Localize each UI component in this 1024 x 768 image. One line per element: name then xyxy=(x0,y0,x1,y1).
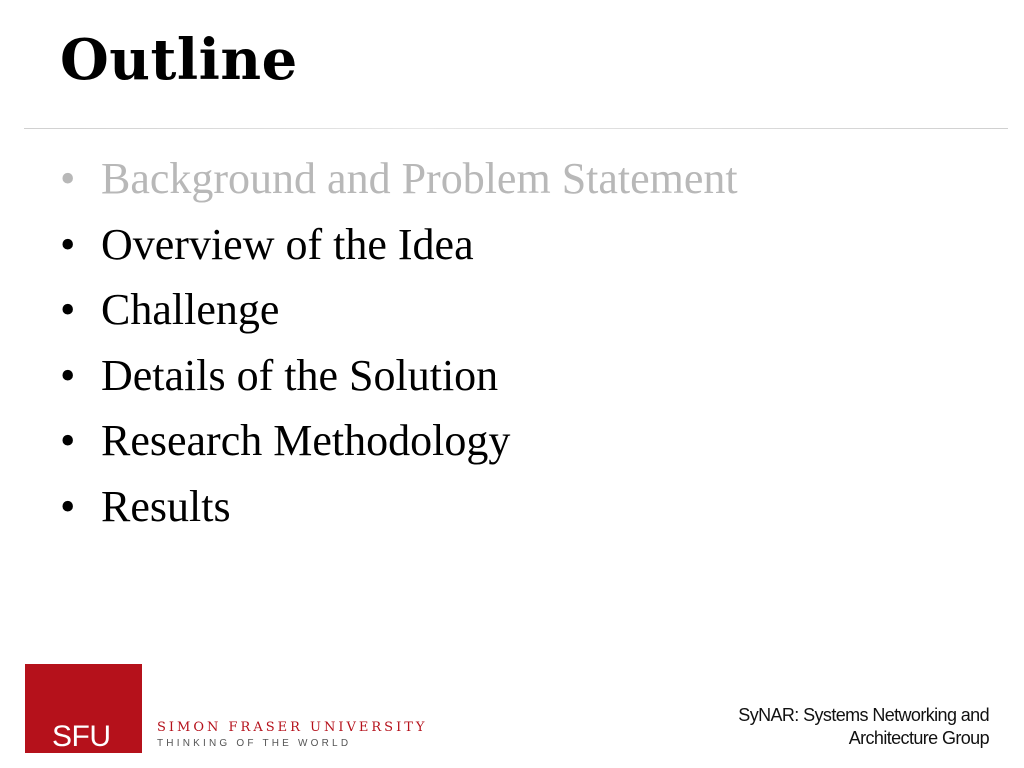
research-group-line-1: SyNAR: Systems Networking and xyxy=(738,705,989,725)
slide-title: Outline xyxy=(60,27,298,93)
bullet-icon: • xyxy=(60,219,76,269)
list-item-text: Results xyxy=(101,481,231,531)
bullet-icon: • xyxy=(60,416,76,465)
research-group-label xyxy=(738,704,989,750)
bullet-icon: • xyxy=(60,350,76,400)
outline-list xyxy=(60,152,738,545)
list-item xyxy=(60,283,738,349)
sfu-logo-text: SFU xyxy=(52,720,111,753)
bullet-icon: • xyxy=(60,481,76,531)
list-item xyxy=(60,414,738,480)
list-item xyxy=(60,480,738,546)
university-name: SIMON FRASER UNIVERSITY xyxy=(157,720,428,735)
list-item xyxy=(60,218,738,284)
research-group-line-2: Architecture Group xyxy=(848,728,989,748)
list-item-text: Overview of the Idea xyxy=(101,219,474,269)
bullet-icon: • xyxy=(60,154,76,203)
list-item-text: Challenge xyxy=(101,285,280,334)
list-item-text: Research Methodology xyxy=(101,416,511,465)
list-item xyxy=(60,349,738,415)
list-item-text: Background and Problem Statement xyxy=(101,154,738,203)
university-tagline: THINKING OF THE WORLD xyxy=(157,738,352,749)
list-item-text: Details of the Solution xyxy=(101,350,499,400)
bullet-icon: • xyxy=(60,285,76,334)
title-divider xyxy=(24,128,1008,129)
list-item xyxy=(60,152,738,218)
